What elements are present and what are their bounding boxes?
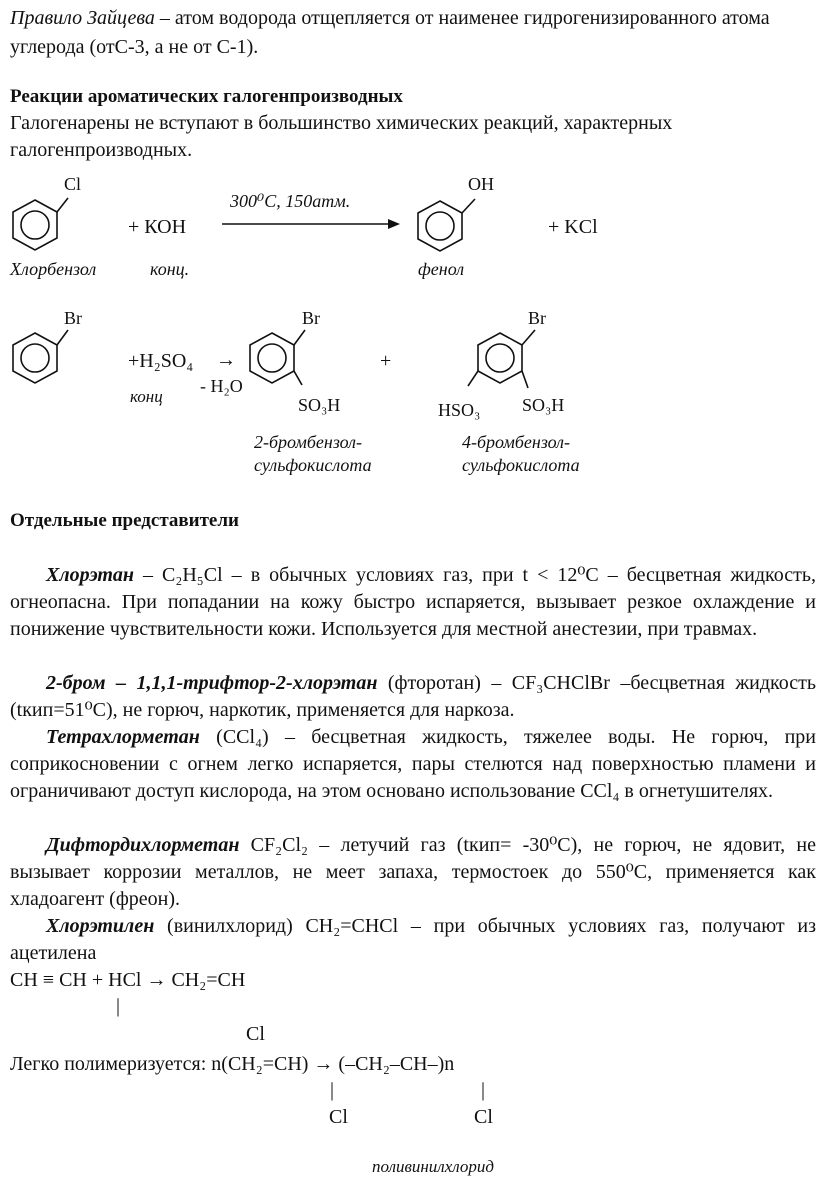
substituent-br-1: Br bbox=[64, 308, 82, 328]
equation-polymerization: Легко полимеризуется: n(CH₂=CH) → (–CH₂–CH–)n bbox=[10, 1053, 455, 1075]
term-tetrachloromethane: Тетрахлорметан bbox=[46, 726, 200, 748]
text-tetrachloromethane: (CCl₄) – бесцветная жидкость, тяжелее воды. Не горюч, при соприкосновении с огнем легко испаряется, пары стелются над поверхностью пламени и ограничивают доступ кислорода, на этом основано использование CCl₄ в огнетушителях. bbox=[10, 726, 816, 802]
benzene-ring-para-product bbox=[468, 330, 535, 388]
benzene-ring-ortho-product bbox=[250, 330, 305, 385]
equation-bond-1: | bbox=[116, 995, 121, 1017]
benzene-ring-chlorobenzene bbox=[13, 198, 68, 250]
label-4-bromo-line1: 4-бромбензол- bbox=[462, 432, 570, 452]
label-minus-water: - H₂O bbox=[200, 376, 243, 396]
substituent-so3h-para: SO₃H bbox=[522, 395, 565, 415]
reaction2-plus: + bbox=[380, 350, 392, 372]
zaitsev-rule-text: – атом водорода отщепляется от наименее гидрогенизированного атома углерода (отС-3, а не от С-1). bbox=[10, 7, 770, 58]
reaction1-conditions: 300⁰С, 150атм. bbox=[230, 191, 351, 211]
benzene-ring-bromobenzene bbox=[13, 330, 68, 383]
equation-bond-3: | bbox=[481, 1079, 486, 1101]
term-chloroethane: Хлорэтан bbox=[46, 564, 135, 586]
section-aromatic-text: Галогенарены не вступают в большинство химических реакций, характерных галогенпроизводных. bbox=[10, 112, 673, 161]
label-4-bromo-line2: сульфокислота bbox=[462, 455, 580, 475]
equation-bond-2: | bbox=[330, 1079, 335, 1101]
substituent-oh: OH bbox=[468, 174, 494, 194]
text-difluorodichloromethane: CF₂Cl₂ – летучий газ (tкип= -30⁰С), не горюч, не ядовит, не вызывает коррозии металлов, не меет запаха, термостоек до 550⁰С, применяется как хладоагент (фреон). bbox=[10, 834, 816, 910]
paragraph-chloroethane bbox=[10, 562, 816, 643]
text-chloroethylene: (винилхлорид) CH₂=CHCl – при обычных условиях газ, получают из ацетилена bbox=[10, 915, 816, 964]
label-conc-2: конц bbox=[130, 387, 163, 406]
label-phenol: фенол bbox=[418, 259, 465, 279]
paragraph-halothane bbox=[10, 670, 816, 724]
term-difluorodichloromethane: Дифтордихлорметан bbox=[46, 834, 240, 856]
term-chloroethylene: Хлорэтилен bbox=[46, 915, 155, 937]
section-heading-representatives: Отдельные представители bbox=[10, 510, 239, 531]
reagent-koh: + КОН bbox=[128, 216, 187, 238]
paragraph-tetrachloromethane bbox=[10, 724, 816, 805]
substituent-hso3: HSO₃ bbox=[438, 400, 481, 420]
benzene-ring-phenol bbox=[418, 199, 475, 251]
section-heading-aromatic: Реакции ароматических галогенпроизводных bbox=[10, 86, 403, 107]
reagent-sulfuric-acid: +H₂SO₄ bbox=[128, 350, 194, 372]
label-2-bromo-line1: 2-бромбензол- bbox=[254, 432, 362, 452]
zaitsev-rule-name: Правило Зайцева bbox=[10, 7, 155, 29]
term-halothane: 2-бром – 1,1,1-трифтор-2-хлорэтан bbox=[46, 672, 378, 694]
substituent-cl: Cl bbox=[64, 174, 82, 194]
label-polyvinyl-chloride: поливинилхлорид bbox=[372, 1157, 494, 1176]
label-chlorobenzene: Хлорбензол bbox=[10, 259, 97, 279]
substituent-br-3: Br bbox=[528, 308, 546, 328]
substituent-so3h-ortho: SO₃H bbox=[298, 395, 341, 415]
equation-cl-1: Cl bbox=[246, 1023, 265, 1045]
label-concentrated: конц. bbox=[150, 259, 190, 279]
equation-cl-2: Cl bbox=[329, 1106, 348, 1128]
label-2-bromo-line2: сульфокислота bbox=[254, 455, 372, 475]
text-chloroethane: – C₂H₅Cl – в обычных условиях газ, при t < 12⁰C – бесцветная жидкость, огнеопасна. При попадании на кожу быстро испаряется, вызывает резкое охлаждение и понижение чувствительности кожи. Используется для местной анестезии, при травмах. bbox=[10, 564, 816, 640]
text-halothane: (фторотан) – CF₃CHClBr –бесцветная жидкость (tкип=51⁰С), не горюч, наркотик, применяется для наркоза. bbox=[10, 672, 816, 721]
paragraph-chloroethylene bbox=[10, 913, 816, 967]
paragraph-difluorodichloromethane bbox=[10, 832, 816, 913]
equation-acetylene: CH ≡ CH + HCl → CH₂=CH bbox=[10, 969, 246, 991]
reaction2-arrow: → bbox=[216, 349, 236, 371]
product-kcl: + KCl bbox=[548, 216, 598, 238]
substituent-br-2: Br bbox=[302, 308, 320, 328]
reaction-arrow-1 bbox=[222, 219, 400, 229]
equation-cl-3: Cl bbox=[474, 1106, 493, 1128]
